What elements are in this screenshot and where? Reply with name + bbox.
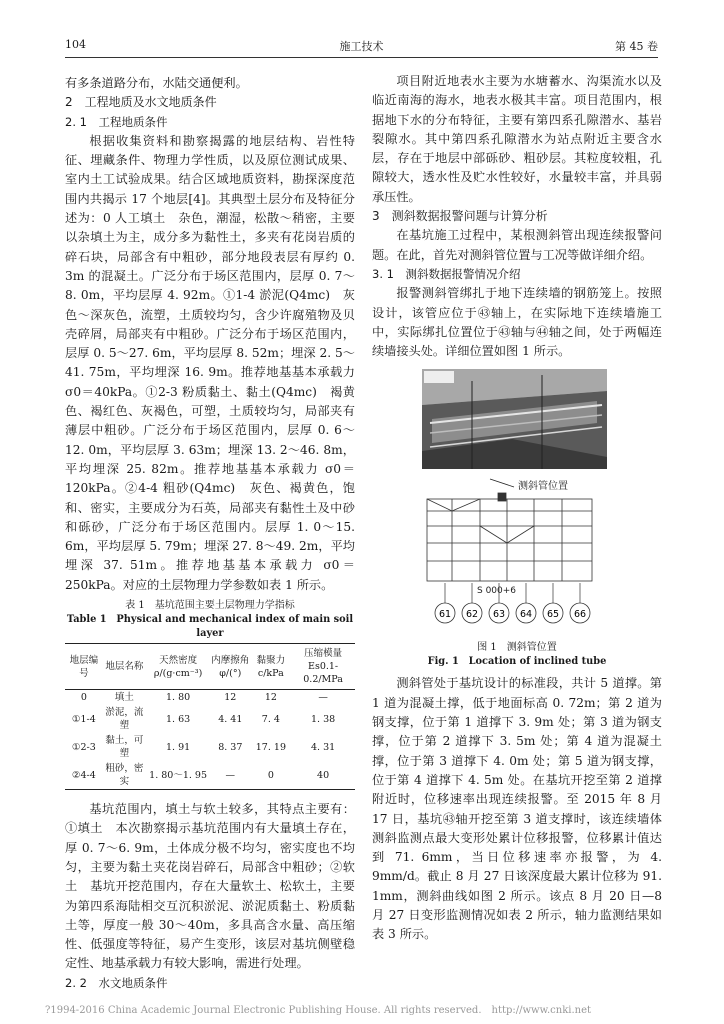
table-cell: 8. 37 — [218, 741, 243, 753]
subsection-heading: 2. 1 工程地质条件 — [65, 114, 168, 129]
table-cell: 1. 80 — [165, 692, 191, 704]
right-column — [372, 72, 662, 945]
soil-parameter-table — [65, 643, 355, 790]
table-cell: — — [210, 761, 251, 790]
subsection-heading: 2. 2 水文地质条件 — [65, 975, 168, 990]
table-cell: 12 — [224, 692, 237, 704]
table-cell: 1. 63 — [165, 713, 191, 725]
table-cell: ①2-3 — [71, 741, 96, 753]
section-heading: 3 测斜数据报警问题与计算分析 — [372, 209, 548, 224]
figure-1 — [372, 361, 662, 641]
table-header-cell: 黏聚力 c/kPa — [251, 644, 292, 690]
paragraph: 报警测斜管绑扎于地下连续墙的钢筋笼上。按照设计，该管应位于㊸轴上，在实际地下连续墙施工中，实际绑扎位置位于㊸轴与㊹轴之间，处于两幅连续墙接头处。详细位置如图 1 所示。 — [372, 286, 662, 359]
table-cell: 40 — [291, 761, 355, 790]
left-column — [65, 74, 355, 993]
table-header-cell: 压缩模量 Es0.1-0.2/MPa — [291, 644, 355, 690]
table-cell: 粗砂，密实 — [103, 761, 147, 790]
journal-name: 施工技术 — [339, 40, 384, 53]
table-header-cell: 地层名称 — [103, 644, 147, 690]
page-header — [65, 38, 658, 54]
paragraph: 项目附近地表水主要为水塘蓄水、沟渠流水以及临近南海的海水，地表水极其丰富。项目范围内，根据地下水的分布特征，主要有第四系孔隙潜水、基岩裂隙水。其中第四系孔隙潜水为站点附近主要含水层，存在于地层中部砾砂、粗砂层。其粒度较粗，孔隙较大，透水性及贮水性较好，水量较丰富，并具弱承压性。 — [372, 74, 662, 204]
table-cell: 0 — [251, 761, 292, 790]
table-cell: 1. 91 — [165, 741, 191, 753]
table-cell: — — [318, 692, 328, 704]
table-header-row — [65, 644, 355, 690]
table-caption-en: Table 1 Physical and mechanical index of main soil layer — [66, 614, 354, 640]
table-1 — [65, 599, 355, 790]
inclinometer-label — [490, 479, 568, 492]
axis-label-66: 66 — [573, 609, 587, 621]
table-cell: 填土 — [114, 692, 134, 704]
figure-1-drawing — [372, 361, 662, 641]
section-drawing — [427, 493, 592, 581]
table-header-cell: 内摩擦角 φ/(°) — [210, 644, 251, 690]
axis-label-61: 61 — [438, 609, 452, 621]
table-cell: 0 — [80, 692, 87, 704]
table-cell: 淤泥，流塑 — [105, 707, 144, 732]
axis-label-64: 64 — [519, 609, 533, 621]
table-cell: 12 — [264, 692, 277, 704]
header-rule — [65, 57, 658, 58]
table-cell: 1. 80～1. 95 — [146, 761, 210, 790]
copyright-footer: ?1994-2016 China Academic Journal Electronic Publishing House. All rights reserved. http://www.cnki.net — [45, 1005, 592, 1016]
paragraph: 在基坑施工过程中，某根测斜管出现连续报警问题。在此，首先对测斜管位置与工况等做详细介绍。 — [372, 228, 662, 262]
axis-label-65: 65 — [546, 609, 560, 621]
table-header-cell: 地层编号 — [65, 644, 103, 690]
table-cell: 1. 38 — [310, 713, 336, 725]
table-cell: 4. 41 — [218, 713, 243, 725]
subsection-heading: 3. 1 测斜数据报警情况介绍 — [372, 266, 521, 281]
table-cell: 4. 31 — [310, 741, 336, 753]
table-row — [65, 705, 355, 733]
table-cell: 黏土，可塑 — [105, 735, 144, 760]
figure-caption-en: Fig. 1 Location of inclined tube — [427, 656, 607, 668]
table-cell: ①1-4 — [71, 713, 96, 725]
table-row — [65, 690, 355, 706]
section-heading: 2 工程地质及水文地质条件 — [65, 95, 217, 110]
table-cell: 17. 19 — [255, 741, 286, 753]
site-photo — [422, 369, 607, 469]
volume-number: 第 45 卷 — [615, 40, 658, 53]
paragraph: 测斜管处于基坑设计的标准段，共计 5 道撑。第 1 道为混凝土撑，低于地面标高 0. 72m；第 2 道为钢支撑，位于第 1 道撑下 3. 9m 处；第 3 道为钢支撑，位于第 2 道撑下 3. 5m 处；第 4 道为混凝土撑，位于第 3 道撑下 4. 0m 处；第 5 道为钢支撑，位于第 4 道撑下 4. 5m 处。在基坑开挖至第 2 道撑附近时，位移速率出现连续报警。至 2015 年 8 月 17 日，基坑㊸轴开挖至第 3 道支撑时，该连续墙体测斜监测点最大变形处累计位移报警，位移累计值达到 71. 6mm，当日位移速率亦报警，为 4. 9mm/d。截止 8 月 27 日该深度最大累计位移为 91. 1mm，测斜曲线如图 2 所示。该点 8 月 20 日—8 月 27 日变形监测情况如表 2 所示，轴力监测结果如表 3 所示。 — [372, 676, 662, 942]
annotation-text: 测斜管位置 — [518, 481, 568, 493]
section-label: S 000+6 — [477, 586, 517, 597]
figure-caption-cn: 图 1 测斜管位置 — [477, 642, 557, 654]
paragraph: 根据收集资料和勘察揭露的地层结构、岩性特征、埋藏条件、物理力学性质，以及原位测试成果、室内土工试验成果。结合区域地质资料，勘探深度范围内共揭示 17 个地层[4]。其典型土层分布及特征分述为：0 人工填土 杂色，潮湿，松散～稍密，主要以杂填土为主，成分多为黏性土，多夹有花岗岩质的碎石块，局部含有中粗砂，部分地段表层有厚约 0. 3m 的混凝土。广泛分布于场区范围内，层厚 0. 7～8. 0m，平均层厚 4. 92m。①1-4 淤泥(Q4mc) 灰色～深灰色，流塑，土质较均匀，含少许腐殖物及贝壳碎屑，局部夹有中粗砂。广泛分布于场区范围内，层厚 0. 5～27. 6m，平均层厚 8. 52m；埋深 2. 5～41. 75m，平均埋深 16. 9m。推荐地基基本承载力 σ0＝40kPa。①2-3 粉质黏土、黏土(Q4mc) 褐黄色、褐红色、灰褐色，可塑，土质较均匀，局部夹有薄层中粗砂。广泛分布于场区范围内，层厚 0. 6～12. 0m，平均层厚 3. 63m；埋深 13. 2～46. 8m，平均埋深 25. 82m。推荐地基基本承载力 σ0＝120kPa。②4-4 粗砂(Q4mc) 灰色、褐黄色，饱和、密实，主要成分为石英，局部夹有黏性土及中砂和砾砂，广泛分布于场区范围内。层厚 1. 0～15. 6m，平均层厚 5. 79m；埋深 27. 8～49. 2m，平均埋深 37. 51m。推荐地基基本承载力 σ0＝250kPa。对应的土层物理力学参数如表 1 所示。 — [65, 133, 355, 592]
paragraph: 有多条道路分布，水陆交通便利。 — [65, 76, 248, 90]
table-row — [65, 761, 355, 790]
table-caption-cn: 表 1 基坑范围主要土层物理力学指标 — [125, 600, 295, 612]
page-number: 104 — [65, 38, 86, 51]
table-row — [65, 733, 355, 761]
axis-label-62: 62 — [465, 609, 479, 621]
axis-label-63: 63 — [492, 609, 506, 621]
paragraph: 基坑范围内，填土与软土较多，其特点主要有：①填土 本次勘察揭示基坑范围内有大量填土存在，厚 0. 7～6. 9m，土体成分极不均匀，密实度也不均匀，主要为黏土夹花岗岩碎石，局部含中粗砂；②软土 基坑开挖范围内，存在大量软土、松软土，主要为第四系海陆相交互沉积淤泥、淤泥质黏土、粉质黏土等，厚度一般 30～40m，多具高含水量、高压缩性、低强度等特征，易产生变形，该层对基坑侧壁稳定性、地基承载力有较大影响，需进行处理。 — [65, 802, 355, 971]
table-cell: 7. 4 — [261, 713, 280, 725]
table-header-cell: 天然密度 ρ/(g·cm⁻³) — [146, 644, 210, 690]
table-cell: ②4-4 — [65, 761, 103, 790]
